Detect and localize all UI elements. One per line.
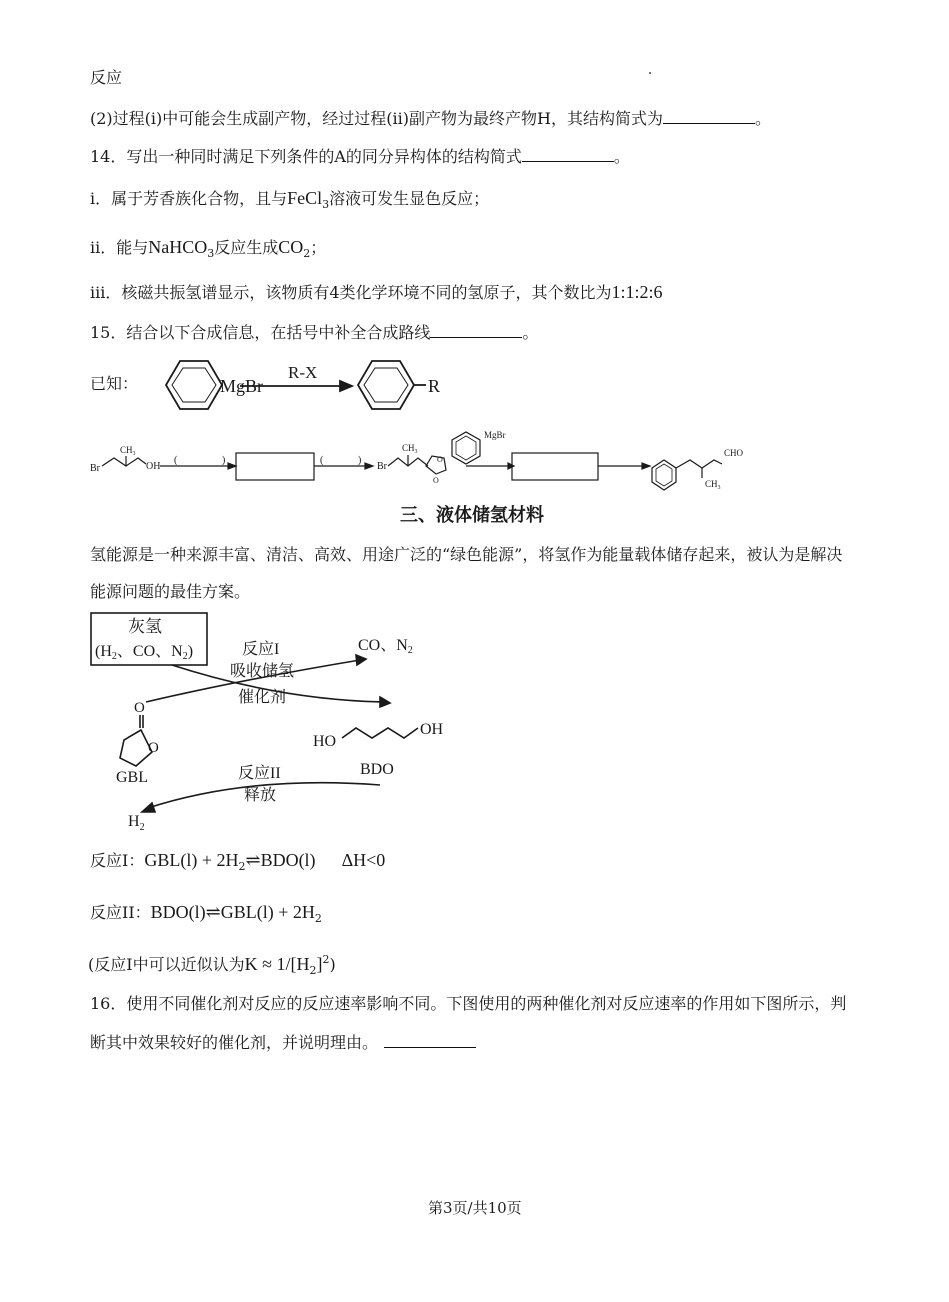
- h-ratio: 1:1:2:6: [611, 282, 663, 302]
- co2-formula: CO: [278, 237, 304, 257]
- route-mgbr: MgBr: [484, 430, 506, 440]
- q16-line1: 16．使用不同催化剂对反应的反应速率影响不同。下图使用的两种催化剂对反应速率的作用如下图所示，判: [90, 994, 847, 1013]
- start-oh: OH: [146, 461, 161, 472]
- known-label: 已知：: [90, 374, 139, 393]
- equation-2: [90, 902, 322, 929]
- cond-ii-mid: 反应生成: [214, 238, 279, 257]
- start-ch3: $CH_3$: [120, 445, 136, 457]
- eq2-rhs: GBL(l) + 2H: [220, 902, 315, 922]
- q13-part2-text: (2)过程(i)中可能会生成副产物，经过过程(ii)副产物为最终产物H，其结构简式为: [90, 109, 663, 128]
- cond-ii-text: ii．能与: [90, 238, 149, 257]
- r-group-label: R: [428, 376, 441, 396]
- eq2-rhs-sub: 2: [314, 912, 322, 925]
- mgbr-label: MgBr: [220, 376, 264, 396]
- q13-end-mark: 。: [754, 109, 771, 128]
- eq1-enthalpy: ΔH<0: [341, 850, 386, 870]
- answer-box-1: [236, 453, 314, 480]
- approx-formula-close: ]: [316, 954, 323, 974]
- q13-line-reaction: 反应: [90, 68, 123, 87]
- approx-post: ): [329, 955, 336, 974]
- bdo-label: BDO: [360, 761, 394, 778]
- q15-end-mark: 。: [522, 323, 539, 342]
- h2-product: $H_2$: [128, 813, 145, 833]
- gbl-ring-o: O: [148, 740, 159, 756]
- synthesis-route: [102, 432, 722, 490]
- q14-end-mark: 。: [613, 147, 630, 166]
- reaction2-label: 反应II: [238, 765, 281, 782]
- byproduct-gases: CO、N2: [358, 637, 413, 656]
- paren-open-1: (: [174, 455, 178, 466]
- paren-close-2: ): [358, 455, 362, 466]
- approx-formula: K ≈ 1/[H: [244, 954, 310, 974]
- gbl-carbonyl-o: O: [134, 700, 145, 716]
- bdo-oh: OH: [420, 721, 444, 738]
- eq1-label: 反应I：: [90, 851, 145, 870]
- reaction1-desc: 吸收储氢: [230, 663, 295, 680]
- equation-1: [90, 850, 385, 877]
- eq2-arrow: ⇌: [205, 902, 221, 922]
- reaction2-desc: 释放: [244, 787, 277, 804]
- mid-ch3: $CH_3$: [402, 443, 418, 455]
- co2-subscript: 2: [303, 247, 311, 260]
- q16-answer-blank[interactable]: [384, 1031, 476, 1048]
- mid-br: Br: [377, 461, 387, 472]
- catalyst-label: 催化剂: [238, 689, 287, 706]
- q16-line2-text: 断其中效果较好的催化剂，并说明理由。: [90, 1033, 379, 1052]
- q16-line2: [90, 1031, 476, 1053]
- section3-intro-line2: 能源问题的最佳方案。: [90, 582, 251, 601]
- section3-intro-line1: 氢能源是一种来源丰富、清洁、高效、用途广泛的“绿色能源”，将氢作为能量载体储存起来，被认为是解决: [90, 545, 843, 564]
- approx-text: (反应I中可以近似认为: [88, 955, 245, 974]
- eq2-lhs: BDO(l): [150, 902, 206, 922]
- section3-title: 三、液体储氢材料: [400, 505, 544, 526]
- final-cho: CHO: [724, 448, 744, 458]
- equilibrium-approximation: [88, 950, 336, 981]
- nahco3-subscript: 3: [207, 247, 215, 260]
- answer-box-2: [512, 453, 598, 480]
- grey-hydrogen-content: (H2、CO、N2): [95, 643, 194, 662]
- q14-stem-text: 14．写出一种同时满足下列条件的A的同分异构体的结构简式: [90, 147, 522, 166]
- eq1-rhs: BDO(l): [260, 850, 316, 870]
- fecl3-subscript: 3: [322, 198, 330, 211]
- eq1-lhs-sub: 2: [238, 860, 246, 873]
- reaction1-label: 反应I: [242, 641, 280, 658]
- gbl-label: GBL: [116, 769, 148, 786]
- grey-hydrogen-title: 灰氢: [128, 617, 162, 636]
- paren-close-1: ): [222, 455, 226, 466]
- eq1-arrow: ⇌: [245, 850, 261, 870]
- rx-reagent-label: R-X: [288, 363, 318, 382]
- start-br: Br: [90, 463, 100, 474]
- approx-formula-sup: 2: [322, 953, 330, 966]
- nahco3-formula: NaHCO: [148, 237, 208, 257]
- cond-iii-text: iii．核磁共振氢谱显示，该物质有4类化学环境不同的氢原子，其个数比为: [90, 283, 612, 302]
- paren-open-2: (: [320, 455, 324, 466]
- ring-o-bottom: O: [433, 476, 439, 485]
- fecl3-formula: FeCl: [287, 188, 323, 208]
- ring-o-top: O: [437, 455, 443, 464]
- eq1-lhs: GBL(l) + 2H: [144, 850, 239, 870]
- bdo-ho: HO: [313, 733, 337, 750]
- q15-stem-text: 15．结合以下合成信息，在括号中补全合成路线: [90, 323, 431, 342]
- cond-ii-post: ；: [310, 238, 327, 257]
- cond-i-text: i．属于芳香族化合物，且与: [90, 189, 288, 208]
- final-ch3: $CH_3$: [705, 479, 721, 491]
- cond-i-post: 溶液可发生显色反应；: [329, 189, 490, 208]
- approx-formula-sub: 2: [309, 964, 317, 977]
- page-number-footer: 第3页/共10页: [428, 1199, 522, 1217]
- eq2-label: 反应II：: [90, 903, 151, 922]
